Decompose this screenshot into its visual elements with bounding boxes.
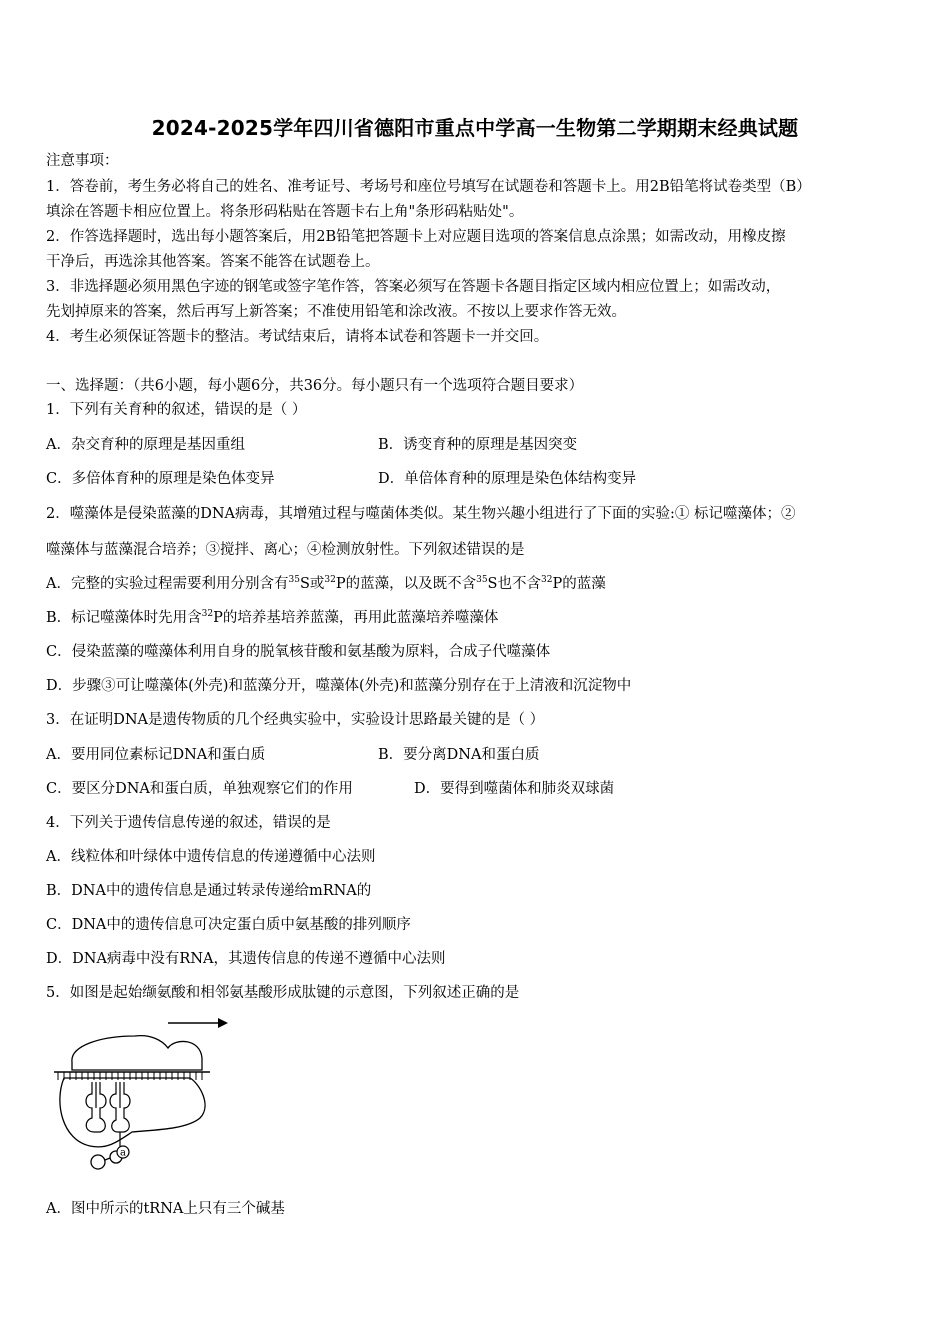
question-2-option-b [46,608,498,628]
amino-acid-circle [91,1155,105,1169]
notice-line-7: 4．考生必须保证答题卡的整洁。考试结束后，请将本试卷和答题卡一并交回。 [46,329,549,345]
question-1-option-d: D．单倍体育种的原理是染色体结构变异 [378,471,637,487]
question-2-stem-line-1: 2．噬藻体是侵染蓝藻的DNA病毒，其增殖过程与噬菌体类似。某生物兴趣小组进行了下面的实验:① 标记噬藻体；② [46,506,796,522]
notice-line-2: 填涂在答题卡相应位置上。将条形码粘贴在答题卡右上角"条形码粘贴处"。 [46,204,524,220]
question-2-option-c: C．侵染蓝藻的噬藻体利用自身的脱氧核苷酸和氨基酸为原料，合成子代噬藻体 [46,644,551,660]
question-3-stem: 3．在证明DNA是遗传物质的几个经典实验中，实验设计思路最关键的是（ ） [46,712,545,728]
isotope-mass-35: 35 [288,575,300,585]
direction-arrow-head [218,1018,228,1028]
question-3-option-d: D．要得到噬菌体和肺炎双球菌 [414,781,615,797]
trna-left [86,1082,106,1132]
notice-line-1: 1．答卷前，考生务必将自己的姓名、准考证号、考场号和座位号填写在试题卷和答题卡上。用2B铅笔将试卷类型（B） [46,179,811,195]
question-3-option-b: B．要分离DNA和蛋白质 [378,747,540,763]
notice-line-4: 干净后，再选涂其他答案。答案不能答在试题卷上。 [46,254,380,270]
peptide-bond-line [105,1158,110,1160]
question-4-option-b: B．DNA中的遗传信息是通过转录传递给mRNA的 [46,883,372,899]
isotope-mass-35: 35 [476,575,488,585]
question-4-option-a: A．线粒体和叶绿体中遗传信息的传递遵循中心法则 [46,849,376,865]
question-4-stem: 4．下列关于遗传信息传递的叙述，错误的是 [46,815,331,831]
question-5-option-a: A．图中所示的tRNA上只有三个碱基 [46,1201,285,1217]
option-a-text-1: A．完整的实验过程需要利用分别含有 [46,576,289,592]
question-1-option-c: C．多倍体育种的原理是染色体变异 [46,471,275,487]
question-2-stem-line-2: 噬藻体与蓝藻混合培养；③搅拌、离心；④检测放射性。下列叙述错误的是 [46,542,525,558]
question-4-option-c: C．DNA中的遗传信息可决定蛋白质中氨基酸的排列顺序 [46,917,411,933]
trna-right [110,1082,130,1132]
question-4-option-d: D．DNA病毒中没有RNA，其遗传信息的传递不遵循中心法则 [46,951,446,967]
page-title: 2024-2025学年四川省德阳市重点中学高一生物第二学期期末经典试题 [151,116,799,140]
question-1-stem: 1．下列有关育种的叙述，错误的是（ ） [46,402,307,418]
notice-line-5: 3．非选择题必须用黑色字迹的钢笔或签字笔作答，答案必须写在答题卡各题目指定区域内相应位置上；如需改动， [46,279,781,295]
ribosome-large-subunit [72,1036,202,1070]
option-a-text-2: S或 [299,576,325,592]
question-1-option-a: A．杂交育种的原理是基因重组 [46,437,245,453]
isotope-mass-32: 32 [540,575,553,585]
option-b-text-1: B．标记噬藻体时先用含 [46,610,202,626]
mrna-base-ticks [58,1072,202,1080]
section-heading: 一、选择题：（共6小题，每小题6分，共36分。每小题只有一个选项符合题目要求） [46,378,584,394]
option-a-text-3: P的蓝藻，以及既不含 [335,576,477,592]
option-a-text-4: S也不含 [487,576,541,592]
question-1-option-b: B．诱变育种的原理是基因突变 [378,437,578,453]
ribosome-small-subunit [60,1078,205,1147]
isotope-mass-32: 32 [324,575,336,585]
question-3-option-c: C．要区分DNA和蛋白质，单独观察它们的作用 [46,781,353,797]
ribosome-translation-figure [50,1012,240,1177]
isotope-mass-32: 32 [201,609,214,619]
notice-line-3: 2．作答选择题时，选出每小题答案后，用2B铅笔把答题卡上对应题目选项的答案信息点涂黑；如需改动，用橡皮擦 [46,229,786,245]
question-5-stem: 5．如图是起始缬氨酸和相邻氨基酸形成肽键的示意图，下列叙述正确的是 [46,985,520,1001]
option-b-text-2: P的培养基培养蓝藻，再用此蓝藻培养噬藻体 [213,610,499,626]
question-2-option-a [46,574,606,594]
question-2-option-d: D．步骤③可让噬藻体(外壳)和蓝藻分开，噬藻体(外壳)和蓝藻分别存在于上清液和沉淀物中 [46,678,632,694]
notice-heading: 注意事项： [46,153,119,169]
question-3-option-a: A．要用同位素标记DNA和蛋白质 [46,747,266,763]
notice-line-6: 先划掉原来的答案，然后再写上新答案；不准使用铅笔和涂改液。不按以上要求作答无效。 [46,304,626,320]
option-a-text-5: P的蓝藻 [552,576,606,592]
label-a: a [120,1147,126,1159]
